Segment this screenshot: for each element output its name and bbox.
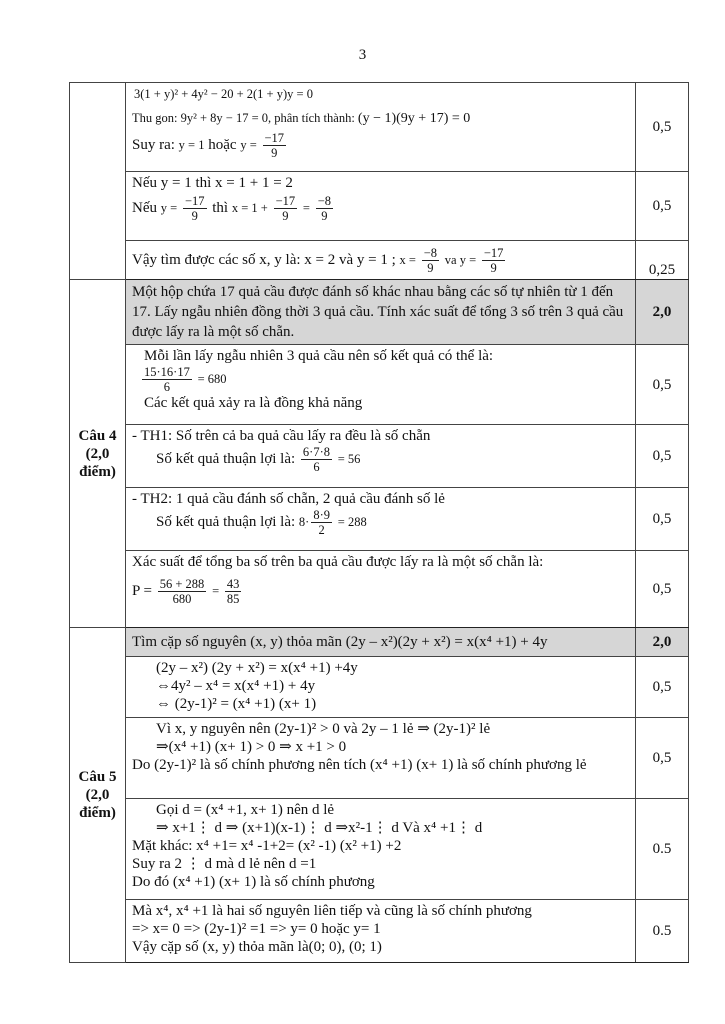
text-line: Các kết quả xảy ra là đồng khả năng [144, 395, 363, 411]
answer-cell [126, 718, 636, 799]
question-points-unit: điểm) [79, 463, 116, 480]
table-row [70, 241, 689, 280]
score-cell: 0,5 [636, 551, 689, 628]
text-line: Vì x, y nguyên nên (2y-1)² > 0 và 2y – 1 lẻ ⇒ (2y-1)² lẻ [156, 721, 491, 737]
text-line: Số kết quả thuận lợi là: 8· $\frac{8\cdot 9}{2}$ = 288 [156, 508, 367, 537]
table-row [70, 900, 689, 963]
score-cell: 0,5 [636, 425, 689, 488]
text-line: - TH1: Số trên cả ba quả cầu lấy ra đều là số chẵn [132, 428, 431, 444]
table-row [70, 551, 689, 628]
text-line: P = $\frac{56 + 288}{680}$ = $\frac{43}{85}$ [132, 577, 240, 606]
page-number: 3 [358, 47, 367, 63]
collapse-result: (y − 1)(9y + 17) = 0 [357, 111, 471, 126]
table-row [70, 345, 689, 425]
text-line: ⇔4y² – x⁴ = x(x⁴ +1) + 4y [156, 678, 316, 694]
answer-cell [126, 799, 636, 900]
table-row [70, 172, 689, 241]
text-line: Mà x⁴, x⁴ +1 là hai số nguyên liên tiếp và cũng là số chính phương [132, 903, 532, 919]
text-line: Suy ra 2 ⋮ d mà d lẻ nên d =1 [132, 856, 317, 872]
text-line: ⇒(x⁴ +1) (x+ 1) > 0 ⇒ x +1 > 0 [156, 739, 347, 755]
score-cell: 0.5 [636, 799, 689, 900]
suy-ra-label: Suy ra: [132, 136, 175, 153]
score-cell: 0,5 [636, 488, 689, 551]
text-line: ⇒ x+1⋮ d ⇒ (x+1)(x-1)⋮ d ⇒x²-1⋮ d Và x⁴ +1⋮ d [156, 820, 483, 836]
text-line: Số kết quả thuận lợi là: $\frac{6\cdot 7\cdot 8}{6}$ = 56 [156, 445, 361, 474]
y1-value: y = 1 [178, 137, 205, 152]
score-cell: 0.5 [636, 900, 689, 963]
score-cell: 0,5 [636, 657, 689, 718]
problem-statement: Tìm cặp số nguyên (x, y) thỏa mãn (2y – x²)(2y + x²) = x(x⁴ +1) + 4y [132, 634, 548, 650]
hoac-text: hoặc [208, 136, 237, 153]
question-points: (2,0 [85, 445, 110, 462]
problem-statement: Một hộp chứa 17 quả cầu được đánh số khác nhau bằng các số tự nhiên từ 1 đến 17. Lấy ngẫu nhiên đồng thời 3 quả cầu. Tính xác suất để tổng 3 số trên 3 quả cầu được lấy ra là một số chẵn. [132, 284, 624, 340]
text-line: ⇔ (2y-1)² = (x⁴ +1) (x+ 1) [156, 696, 317, 712]
table-row [70, 799, 689, 900]
text-line: Do đó (x⁴ +1) (x+ 1) là số chính phương [132, 874, 375, 890]
question-label-cell [70, 628, 126, 963]
suy-ra-line [132, 131, 629, 160]
text-line: Xác suất để tổng ba số trên ba quả cầu được lấy ra là một số chẵn là: [132, 554, 544, 570]
score-cell: 0,25 [636, 241, 689, 280]
problem-cell [126, 628, 636, 657]
answer-cell [126, 488, 636, 551]
answer-cell [126, 241, 636, 280]
problem-cell [126, 280, 636, 345]
text-line: Nếu y = 1 thì x = 1 + 1 = 2 [132, 175, 293, 191]
table-row [70, 425, 689, 488]
text-line: Gọi d = (x⁴ +1, x+ 1) nên d lẻ [156, 802, 335, 818]
text-line: Mặt khác: x⁴ +1= x⁴ -1+2= (x² -1) (x² +1) +2 [132, 838, 402, 854]
table-row [70, 657, 689, 718]
question-points-unit: điểm) [79, 805, 116, 821]
score-cell: 0,5 [636, 718, 689, 799]
text-line: Vậy cặp số (x, y) thỏa mãn là(0; 0), (0; 1) [132, 939, 382, 955]
score-cell: 0,5 [636, 83, 689, 172]
y2-prefix: y = [240, 137, 257, 152]
text-line: => x= 0 => (2y-1)² =1 => y= 0 hoặc y= 1 [132, 921, 381, 937]
answer-cell [126, 172, 636, 241]
answer-cell [126, 657, 636, 718]
answer-cell [126, 83, 636, 172]
question-label-cell-3 [70, 83, 126, 280]
question-points: (2,0 [85, 787, 110, 803]
table-row [70, 280, 689, 345]
text-line: Do (2y-1)² là số chính phương nên tích (x⁴ +1) (x+ 1) là số chính phương lẻ [132, 757, 587, 773]
answer-cell [126, 551, 636, 628]
text-line: Nếu y = $\frac{-17}{9}$ thì x = 1 + $\frac{-17}{9}$ = $\frac{-8}{9}$ [132, 194, 332, 223]
table-row [70, 718, 689, 799]
answer-cell [126, 345, 636, 425]
table-row [70, 83, 689, 172]
answer-cell [126, 900, 636, 963]
fraction: $\frac{-17}{9}$ [264, 131, 285, 160]
collapse-line [132, 109, 629, 128]
question-label: Câu 5 [78, 769, 117, 785]
collapse-prefix: Thu gon: 9y² + 8y − 17 = 0, phân tích thành: [132, 111, 355, 125]
question-label-cell [70, 280, 126, 628]
table-row [70, 628, 689, 657]
equation-line: 3(1 + y)² + 4y² − 20 + 2(1 + y)y = 0 [134, 87, 313, 101]
score-cell: 0,5 [636, 172, 689, 241]
question-label: Câu 4 [78, 427, 117, 444]
score-cell: 2,0 [636, 628, 689, 657]
text-line: Vậy tìm được các số x, y là: x = 2 và y = 1 ; x = $\frac{-8}{9}$ va y = $\frac{-17}{9}$ [132, 245, 504, 275]
solution-table [69, 82, 689, 963]
score-cell: 0,5 [636, 345, 689, 425]
score-cell: 2,0 [636, 280, 689, 345]
table-row [70, 488, 689, 551]
answer-cell [126, 425, 636, 488]
text-line: (2y – x²) (2y + x²) = x(x⁴ +1) +4y [156, 660, 358, 676]
text-line: - TH2: 1 quả cầu đánh số chẵn, 2 quả cầu đánh số lẻ [132, 491, 445, 507]
text-line: Mỗi lần lấy ngẫu nhiên 3 quả cầu nên số kết quả có thể là: [144, 348, 494, 364]
text-line: $\frac{15\cdot 16\cdot 17}{6}$ = 680 [144, 365, 227, 394]
